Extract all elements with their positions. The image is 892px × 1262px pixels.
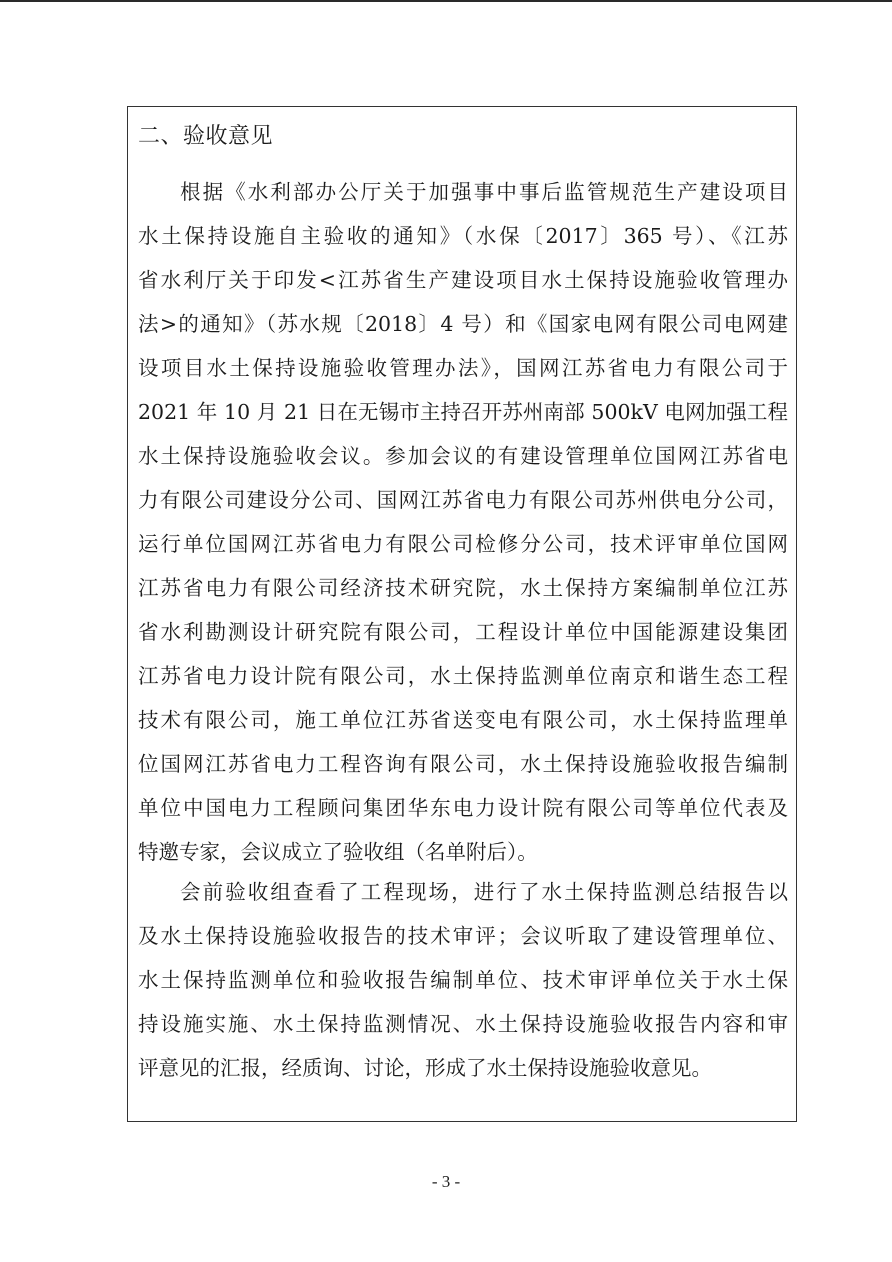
- paragraph-2-line: 评意见的汇报，经质询、讨论，形成了水土保持设施验收意见。: [138, 1056, 712, 1080]
- acceptance-opinion-box: [127, 106, 797, 1122]
- paragraph-1-line: 设项目水土保持设施验收管理办法》，国网江苏省电力有限公司于: [138, 356, 788, 380]
- paragraph-1-line: 水土保持设施验收会议。参加会议的有建设管理单位国网江苏省电: [138, 444, 788, 468]
- top-border-rule: [0, 0, 892, 2]
- paragraph-1-line: 特邀专家，会议成立了验收组（名单附后）。: [138, 840, 538, 864]
- paragraph-2-line: 持设施实施、水土保持监测情况、水土保持设施验收报告内容和审: [138, 1012, 788, 1036]
- paragraph-2-line: 水土保持监测单位和验收报告编制单位、技术审评单位关于水土保: [138, 968, 788, 992]
- section-heading: 二、验收意见: [138, 124, 274, 149]
- paragraph-1-line: 单位中国电力工程顾问集团华东电力设计院有限公司等单位代表及: [138, 796, 788, 820]
- paragraph-1-line: 省水利勘测设计研究院有限公司，工程设计单位中国能源建设集团: [138, 620, 788, 644]
- paragraph-1-line: 运行单位国网江苏省电力有限公司检修分公司，技术评审单位国网: [138, 532, 788, 556]
- paragraph-1-line: 江苏省电力有限公司经济技术研究院，水土保持方案编制单位江苏: [138, 576, 788, 600]
- paragraph-1-line: 根据《水利部办公厅关于加强事中事后监管规范生产建设项目: [180, 180, 788, 204]
- paragraph-1-line: 2021 年 10 月 21 日在无锡市主持召开苏州南部 500kV 电网加强工程: [138, 400, 788, 424]
- paragraph-2-line: 及水土保持设施验收报告的技术审评；会议听取了建设管理单位、: [138, 924, 788, 948]
- paragraph-1-line: 江苏省电力设计院有限公司，水土保持监测单位南京和谐生态工程: [138, 664, 788, 688]
- paragraph-1-line: 位国网江苏省电力工程咨询有限公司，水土保持设施验收报告编制: [138, 752, 788, 776]
- paragraph-1-line: 省水利厅关于印发<江苏省生产建设项目水土保持设施验收管理办: [138, 268, 788, 292]
- page-number: - 3 -: [431, 1172, 461, 1191]
- paragraph-1-line: 力有限公司建设分公司、国网江苏省电力有限公司苏州供电分公司，: [138, 488, 788, 512]
- paragraph-2-line: 会前验收组查看了工程现场，进行了水土保持监测总结报告以: [180, 880, 788, 904]
- paragraph-1-line: 法>的通知》（苏水规〔2018〕4 号）和《国家电网有限公司电网建: [138, 312, 788, 336]
- paragraph-1-line: 技术有限公司，施工单位江苏省送变电有限公司，水土保持监理单: [138, 708, 788, 732]
- paragraph-1-line: 水土保持设施自主验收的通知》（水保〔2017〕365 号）、《江苏: [138, 224, 788, 248]
